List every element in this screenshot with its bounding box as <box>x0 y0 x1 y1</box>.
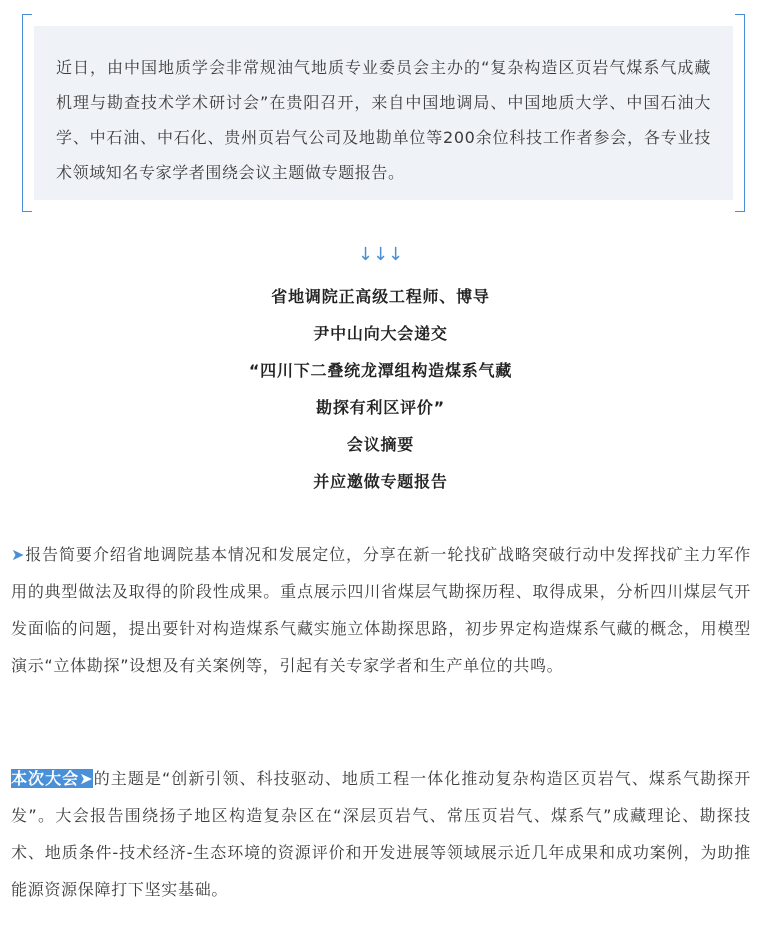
down-arrows-icon: ↓↓↓ <box>357 244 404 265</box>
title-line: 会议摘要 <box>346 435 415 454</box>
arrow-bullet-icon: ➤ <box>11 545 26 564</box>
title-block <box>0 278 761 500</box>
intro-text: 近日，由中国地质学会非常规油气地质专业委员会主办的“复杂构造区页岩气煤系气成藏机理与勘查技术学术研讨会”在贵阳召开，来自中国地调局、中国地质大学、中国石油大学、中石油、中石化、贵州页岩气公司及地勘单位等200余位科技工作者参会，各专业技术领域知名专家学者围绕会议主题做专题报告。 <box>56 58 711 182</box>
conference-highlight-label: 本次大会➤ <box>11 769 94 788</box>
right-bracket <box>735 14 745 212</box>
conference-theme-text: 的主题是“创新引领、科技驱动、地质工程一体化推动复杂构造区页岩气、煤系气勘探开发”。大会报告围绕扬子地区构造复杂区在“深层页岩气、常压页岩气、煤系气”成藏理论、勘探技术、地质条件-技术经济-生态环境的资源评价和开发进展等领域展示近几年成果和成功案例，为助推能源资源保障打下坚实基础。 <box>11 769 751 899</box>
intro-frame <box>22 14 745 212</box>
intro-box <box>34 26 733 200</box>
left-bracket <box>22 14 32 212</box>
title-line: “四川下二叠统龙潭组构造煤系气藏 <box>248 361 513 380</box>
report-summary-paragraph <box>11 536 751 684</box>
title-line: 勘探有利区评价” <box>316 398 445 417</box>
conference-theme-paragraph <box>11 760 751 908</box>
title-line: 并应邀做专题报告 <box>313 472 448 491</box>
title-line: 尹中山向大会递交 <box>313 324 448 343</box>
report-summary-text: 报告简要介绍省地调院基本情况和发展定位，分享在新一轮找矿战略突破行动中发挥找矿主力军作用的典型做法及取得的阶段性成果。重点展示四川省煤层气勘探历程、取得成果，分析四川煤层气开发面临的问题，提出要针对构造煤系气藏实施立体勘探思路，初步界定构造煤系气藏的概念，用模型演示“立体勘探”设想及有关案例等，引起有关专家学者和生产单位的共鸣。 <box>11 545 751 675</box>
title-line: 省地调院正高级工程师、博导 <box>271 287 490 306</box>
